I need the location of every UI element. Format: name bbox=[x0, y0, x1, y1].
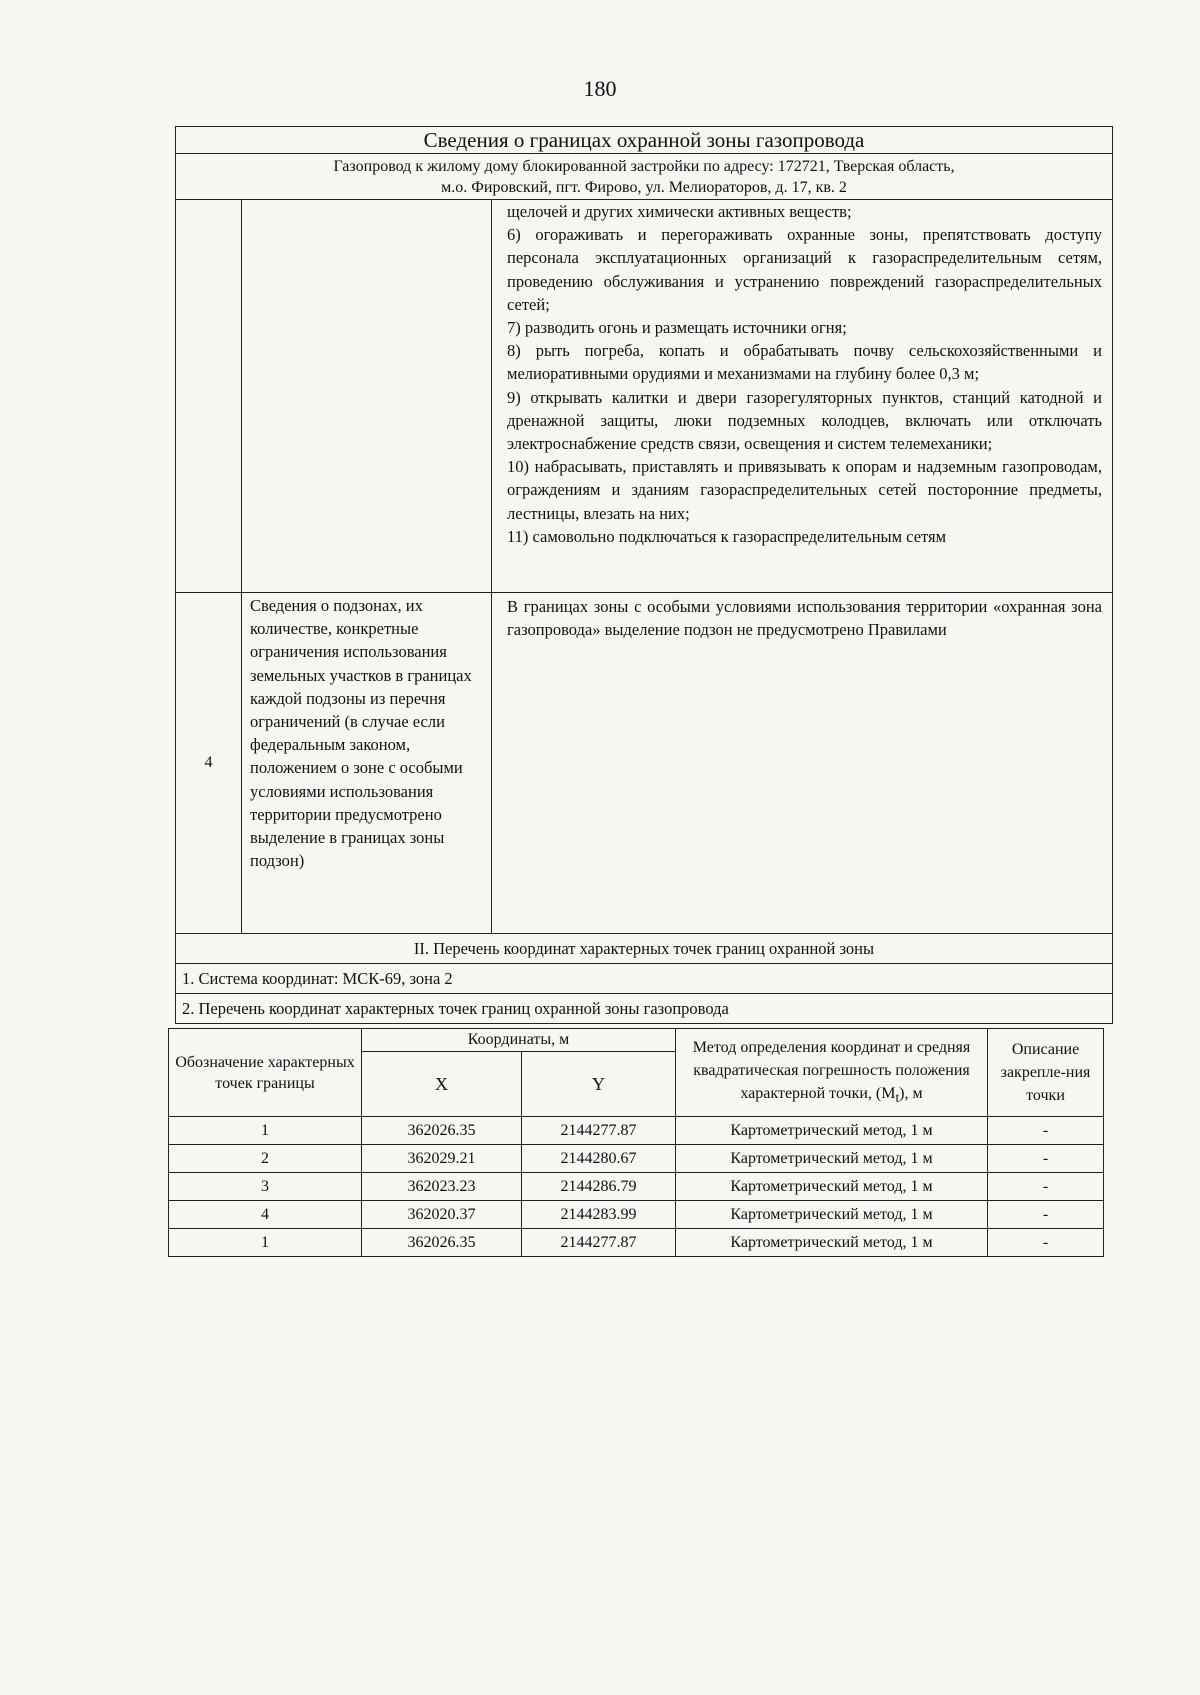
method-cell: Картометрический метод, 1 м bbox=[676, 1201, 988, 1229]
description-cell: - bbox=[988, 1173, 1104, 1201]
point-cell: 4 bbox=[169, 1201, 362, 1229]
point-cell: 1 bbox=[169, 1229, 362, 1257]
y-cell: 2144280.67 bbox=[522, 1145, 676, 1173]
x-cell: 362020.37 bbox=[362, 1201, 522, 1229]
method-cell: Картометрический метод, 1 м bbox=[676, 1145, 988, 1173]
row-number-cell bbox=[176, 200, 242, 593]
restrictions-row bbox=[176, 200, 1113, 593]
x-cell: 362026.35 bbox=[362, 1117, 522, 1145]
table-row bbox=[169, 1173, 1104, 1201]
header-coordinates: Координаты, м bbox=[362, 1029, 676, 1052]
table-row bbox=[169, 1201, 1104, 1229]
y-cell: 2144283.99 bbox=[522, 1201, 676, 1229]
point-cell: 2 bbox=[169, 1145, 362, 1173]
restrictions-label-cell bbox=[242, 200, 492, 593]
boundary-info-table bbox=[175, 126, 1113, 1024]
subzones-row bbox=[176, 593, 1113, 934]
description-cell: - bbox=[988, 1145, 1104, 1173]
x-cell: 362026.35 bbox=[362, 1229, 522, 1257]
description-cell: - bbox=[988, 1229, 1104, 1257]
subzones-label: Сведения о подзонах, их количестве, конкретные ограничения использования земельных участков в границах каждой подзоны из перечня ограничений (в случае если федеральным законом, положением о зоне с особыми условиями использования территории предусмотрено выделение в границах зоны подзон) bbox=[242, 593, 492, 934]
section-2-title: II. Перечень координат характерных точек границ охранной зоны bbox=[176, 934, 1113, 964]
y-cell: 2144286.79 bbox=[522, 1173, 676, 1201]
coordinates-table bbox=[168, 1028, 1104, 1257]
description-cell: - bbox=[988, 1117, 1104, 1145]
restriction-item: 9) открывать калитки и двери газорегуляторных пунктов, станций катодной и дренажной защиты, люки подземных колодцев, включать или отключать электроснабжение средств связи, освещения и систем телемеханики; bbox=[507, 387, 1103, 454]
header-designation: Обозначение характерных точек границы bbox=[169, 1029, 362, 1117]
restriction-item: 6) огораживать и перегораживать охранные зоны, препятствовать доступу персонала эксплуатационных организаций к газораспределительным сетям, проведению обслуживания и устранению повреждений газораспределительных сетей; bbox=[507, 225, 1103, 314]
restriction-item: 10) набрасывать, приставлять и привязывать к опорам и надземным газопроводам, ограждениям и зданиям газораспределительных сетей посторонние предметы, лестницы, влезать на них; bbox=[507, 457, 1103, 523]
header-x: X bbox=[362, 1052, 522, 1117]
row-number: 4 bbox=[176, 593, 242, 934]
subtitle-line-1: Газопровод к жилому дому блокированной застройки по адресу: 172721, Тверская область, bbox=[333, 158, 955, 175]
restriction-item: щелочей и других химически активных веществ; bbox=[507, 202, 852, 221]
table-row bbox=[169, 1117, 1104, 1145]
header-method bbox=[676, 1029, 988, 1117]
coordinate-system: 1. Система координат: МСК-69, зона 2 bbox=[176, 964, 1113, 994]
x-cell: 362023.23 bbox=[362, 1173, 522, 1201]
table-row bbox=[169, 1229, 1104, 1257]
table-row bbox=[169, 1145, 1104, 1173]
description-cell: - bbox=[988, 1201, 1104, 1229]
point-cell: 1 bbox=[169, 1117, 362, 1145]
table-subtitle bbox=[176, 154, 1113, 200]
header-method-tail: ), м bbox=[899, 1084, 923, 1102]
table-title: Сведения о границах охранной зоны газопровода bbox=[176, 127, 1113, 154]
method-cell: Картометрический метод, 1 м bbox=[676, 1173, 988, 1201]
header-description: Описание закрепле-ния точки bbox=[988, 1029, 1104, 1117]
y-cell: 2144277.87 bbox=[522, 1117, 676, 1145]
point-cell: 3 bbox=[169, 1173, 362, 1201]
restrictions-list bbox=[492, 200, 1113, 593]
method-cell: Картометрический метод, 1 м bbox=[676, 1229, 988, 1257]
header-method-text: Метод определения координат и средняя квадратическая погрешность положения характерной точки, (M bbox=[692, 1038, 971, 1102]
coordinates-list-title: 2. Перечень координат характерных точек границ охранной зоны газопровода bbox=[176, 994, 1113, 1024]
y-cell: 2144277.87 bbox=[522, 1229, 676, 1257]
restriction-item: 8) рыть погреба, копать и обрабатывать почву сельскохозяйственными и мелиоративными орудиями и механизмами на глубину более 0,3 м; bbox=[507, 341, 1103, 384]
subzones-value: В границах зоны с особыми условиями использования территории «охранная зона газопровода» выделение подзон не предусмотрено Правилами bbox=[492, 593, 1113, 934]
subtitle-line-2: м.о. Фировский, пгт. Фирово, ул. Мелиораторов, д. 17, кв. 2 bbox=[441, 179, 847, 196]
header-y: Y bbox=[522, 1052, 676, 1117]
page-number: 180 bbox=[583, 76, 617, 101]
header-method-sub: t bbox=[895, 1090, 900, 1106]
restriction-item: 11) самовольно подключаться к газораспределительным сетям bbox=[507, 526, 947, 546]
restriction-item: 7) разводить огонь и размещать источники огня; bbox=[507, 318, 847, 338]
x-cell: 362029.21 bbox=[362, 1145, 522, 1173]
method-cell: Картометрический метод, 1 м bbox=[676, 1117, 988, 1145]
